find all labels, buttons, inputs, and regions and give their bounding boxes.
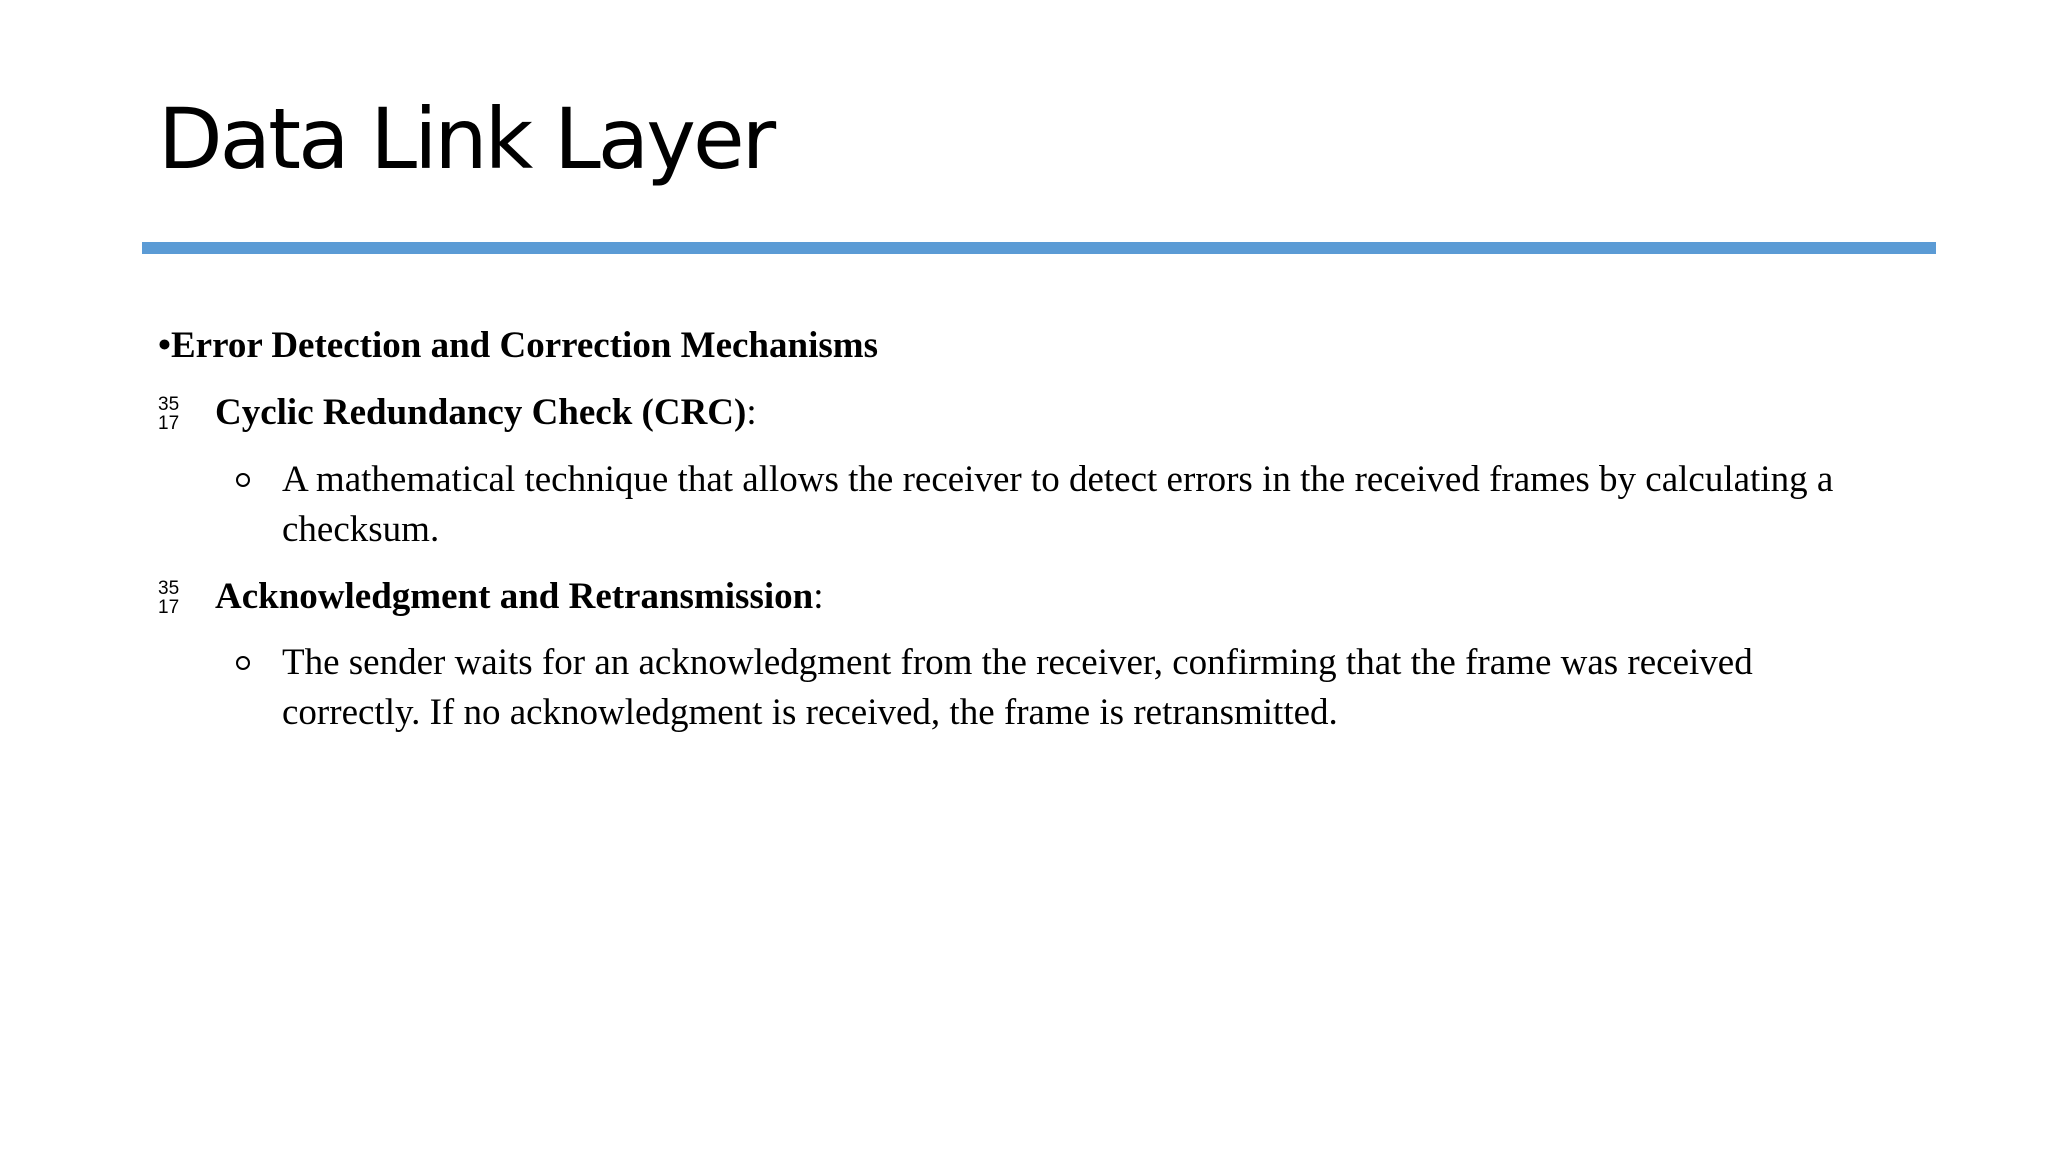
item-marker [158, 579, 188, 617]
item-marker [158, 395, 188, 433]
item-title [215, 389, 757, 437]
hollow-circle-icon [236, 473, 250, 487]
item-marker-top: 35 [158, 578, 180, 599]
item-suffix: : [746, 392, 757, 433]
item-suffix: : [813, 576, 824, 617]
sub-item-text: The sender waits for an acknowledgment from the receiver, confirming that the frame was received correctly. If no acknowledgment is received, the frame is retransmitted. [282, 642, 1753, 733]
item-label: Cyclic Redundancy Check (CRC) [215, 392, 747, 433]
heading-bullet: • [158, 325, 171, 366]
title-divider [142, 242, 1936, 254]
item-marker-top: 35 [158, 394, 180, 415]
item-label: Acknowledgment and Retransmission [215, 576, 814, 617]
sub-item-text: A mathematical technique that allows the receiver to detect errors in the received frames by calculating a checksum. [282, 459, 1834, 550]
slide-title: Data Link Layer [158, 90, 774, 188]
item-marker-bottom: 17 [158, 597, 180, 618]
item-marker-bottom: 17 [158, 413, 180, 434]
section-heading [158, 322, 878, 370]
hollow-circle-icon [236, 656, 250, 670]
sub-item-ack [236, 638, 1896, 738]
item-title [215, 573, 824, 621]
sub-item-crc [236, 455, 1896, 555]
heading-text: Error Detection and Correction Mechanisms [170, 325, 878, 366]
